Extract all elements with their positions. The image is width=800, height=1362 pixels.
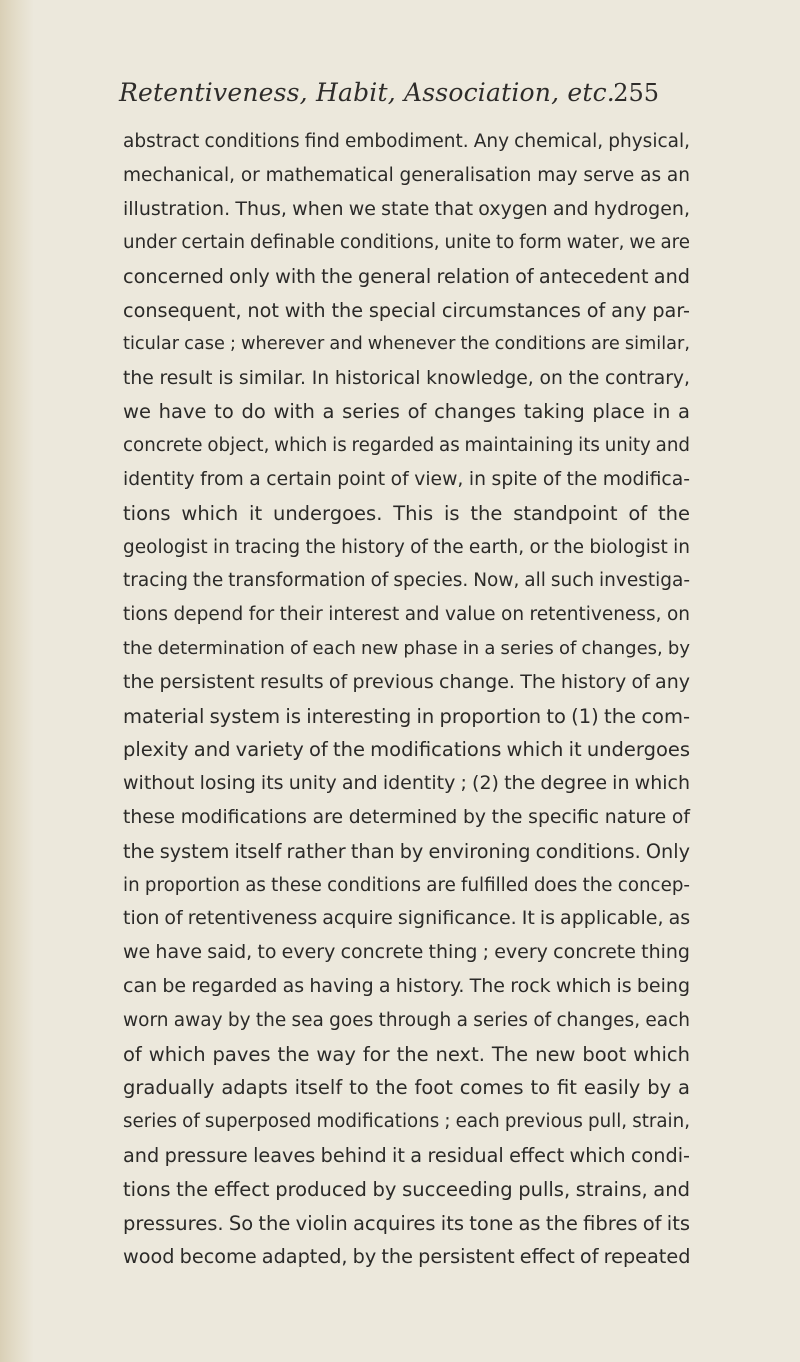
- text-line: in proportion as these conditions are fulfilled does the concep-: [123, 874, 690, 896]
- page-gutter-shadow: [0, 0, 34, 1362]
- text-line: geologist in tracing the history of the earth, or the biologist in: [123, 536, 690, 558]
- text-line: we have said, to every concrete thing ; every concrete thing: [123, 941, 690, 964]
- text-line: material system is interesting in proportion to (1) the com-: [123, 704, 690, 728]
- text-line: we have to do with a series of changes taking place in a: [123, 400, 690, 424]
- text-line: concerned only with the general relation of antecedent and: [123, 265, 690, 289]
- text-line: the system itself rather than by environing conditions. Only: [123, 839, 690, 863]
- text-line: of which paves the way for the next. The new boot which: [123, 1042, 690, 1066]
- text-line: mechanical, or mathematical generalisation may serve as an: [123, 164, 690, 186]
- text-line: tion of retentiveness acquire significance. It is applicable, as: [123, 907, 691, 930]
- body-paragraph: [123, 125, 690, 1274]
- text-line: pressures. So the violin acquires its tone as the fibres of its: [123, 1211, 690, 1235]
- text-line: worn away by the sea goes through a series of changes, each: [123, 1009, 690, 1031]
- text-line: without losing its unity and identity ; (2) the degree in which: [123, 772, 690, 795]
- text-line: tracing the transformation of species. Now, all such investiga-: [123, 570, 690, 592]
- text-line: tions which it undergoes. This is the standpoint of the: [123, 501, 690, 525]
- text-line: can be regarded as having a history. The rock which is being: [123, 974, 690, 997]
- text-line: wood become adapted, by the persistent effect of repeated: [123, 1245, 691, 1269]
- text-line: the result is similar. In historical knowledge, on the contrary,: [123, 367, 690, 389]
- text-line: the determination of each new phase in a series of changes, by: [123, 637, 690, 659]
- text-line: ticular case ; wherever and whenever the conditions are similar,: [123, 333, 690, 354]
- text-line: series of superposed modifications ; each previous pull, strain,: [123, 1111, 690, 1133]
- text-line: tions depend for their interest and value on retentiveness, on: [123, 604, 690, 626]
- text-line: illustration. Thus, when we state that oxygen and hydrogen,: [123, 197, 690, 220]
- text-line: under certain definable conditions, unite to form water, we are: [123, 232, 690, 254]
- text-line: abstract conditions find embodiment. Any chemical, physical,: [123, 131, 690, 152]
- text-line: gradually adapts itself to the foot comes to fit easily by a: [123, 1076, 690, 1100]
- text-line: these modifications are determined by the specific nature of: [123, 806, 690, 828]
- text-line: consequent, not with the special circumstances of any par-: [123, 298, 690, 322]
- text-line: plexity and variety of the modifications which it undergoes: [123, 738, 691, 762]
- text-line: and pressure leaves behind it a residual effect which condi-: [123, 1143, 690, 1167]
- page-header: [119, 72, 659, 114]
- text-line: tions the effect produced by succeeding pulls, strains, and: [123, 1177, 690, 1201]
- running-title: Retentiveness, Habit, Association, etc.: [119, 78, 615, 107]
- page-number: 255: [613, 79, 659, 107]
- text-line: identity from a certain point of view, in spite of the modifica-: [123, 468, 690, 490]
- text-line: concrete object, which is regarded as maintaining its unity and: [123, 435, 690, 457]
- text-line: the persistent results of previous change. The history of any: [123, 670, 690, 693]
